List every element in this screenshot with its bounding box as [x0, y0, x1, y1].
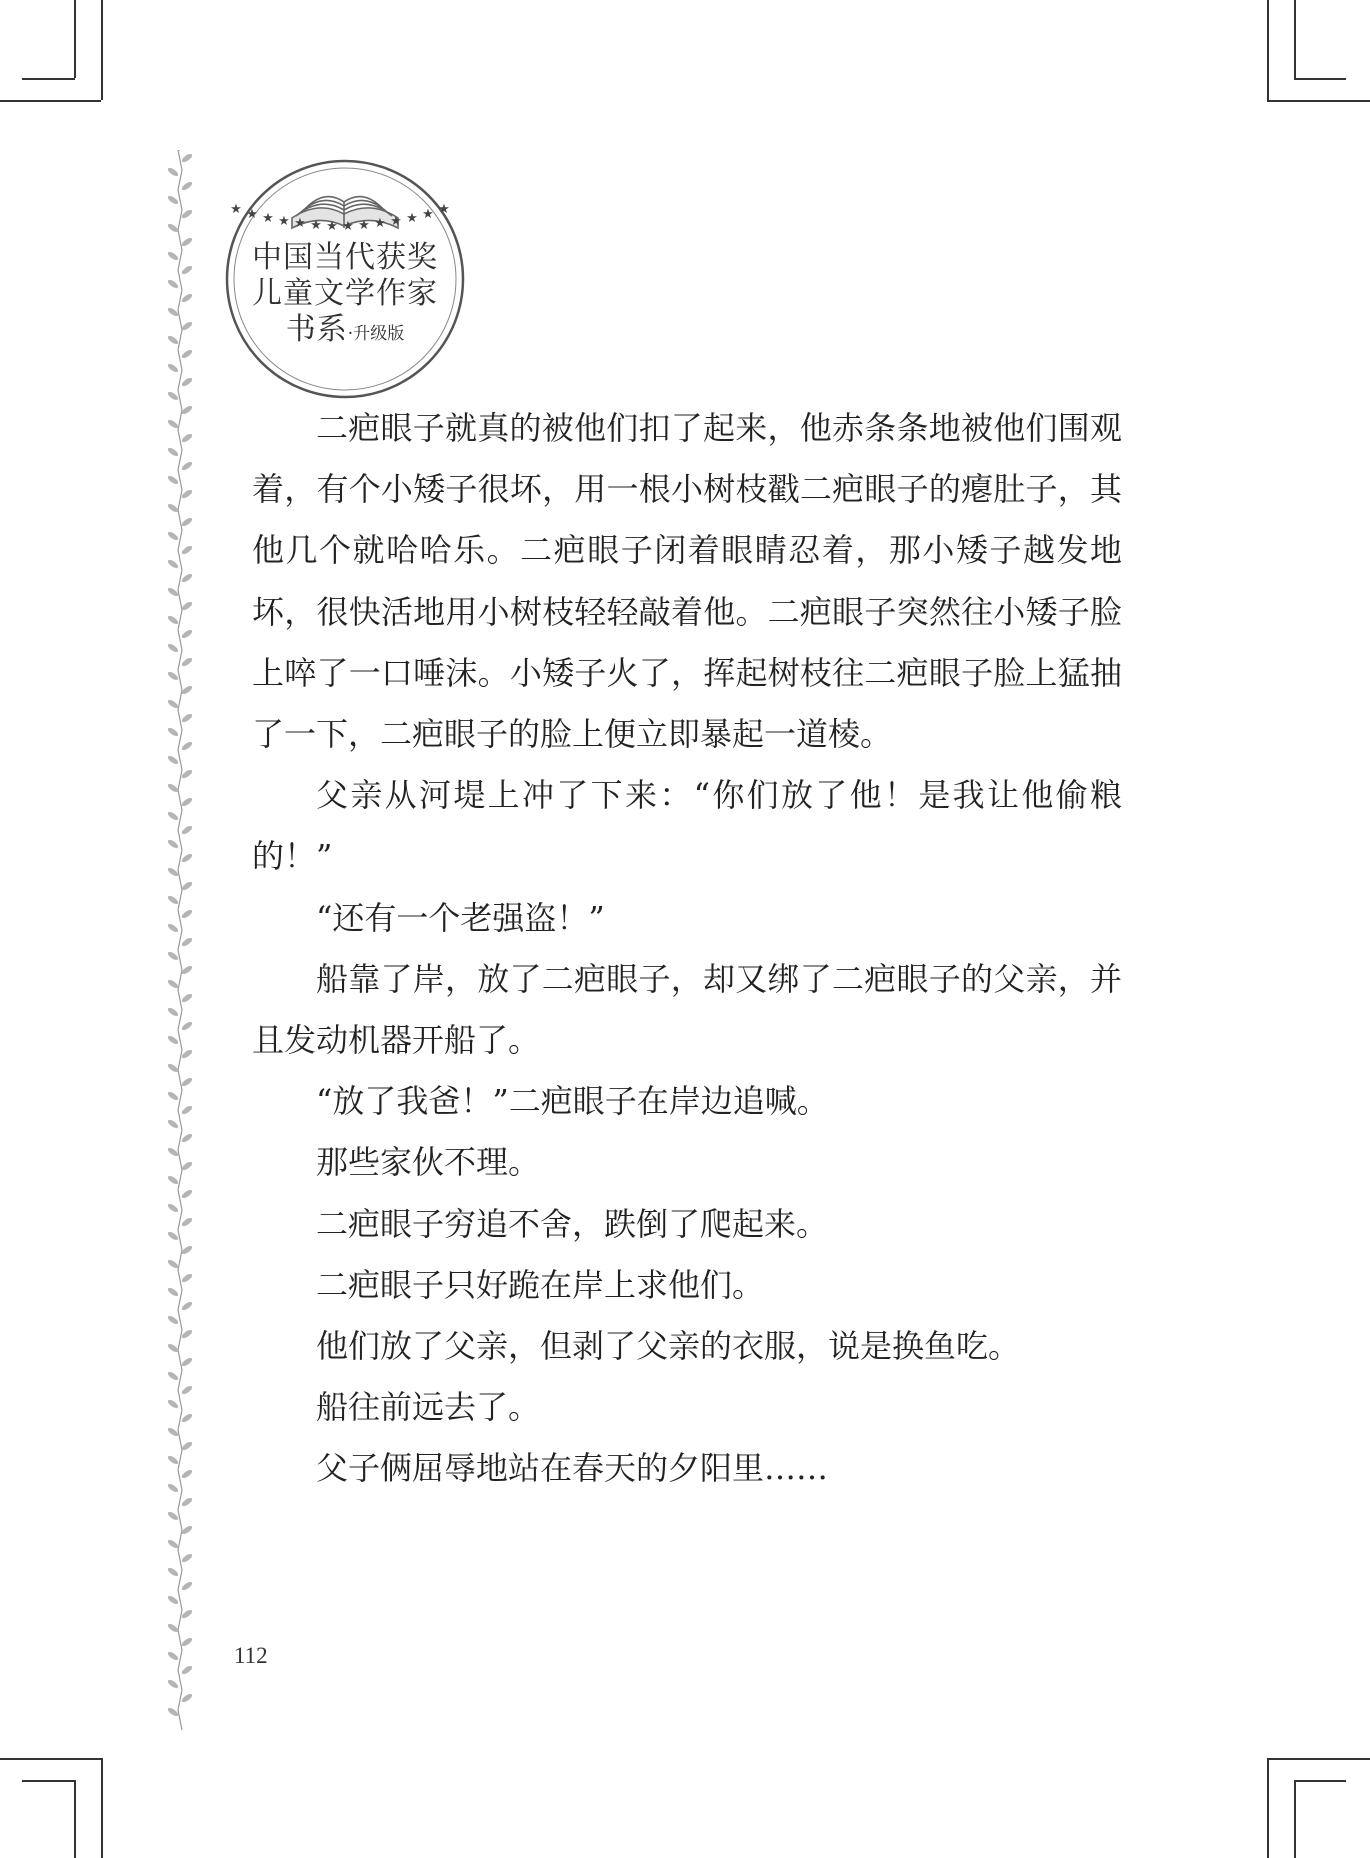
- leaf-icon: [167, 670, 180, 681]
- crop-mark-top-left-v: [101, 0, 103, 100]
- leaf-icon: [181, 544, 194, 555]
- svg-text:★: ★: [374, 216, 386, 231]
- leaf-icon: [167, 1202, 180, 1213]
- badge-title-series: 书系: [285, 312, 348, 347]
- leaf-icon: [167, 950, 180, 961]
- crop-mark-bottom-right-h2: [1294, 1780, 1346, 1782]
- crop-mark-bottom-right-v2: [1294, 1780, 1296, 1858]
- leaf-icon: [167, 1090, 180, 1101]
- leaf-icon: [167, 1034, 180, 1045]
- leaf-icon: [167, 1426, 180, 1437]
- leaf-icon: [181, 936, 194, 947]
- leaf-icon: [181, 1188, 194, 1199]
- leaf-icon: [181, 376, 194, 387]
- leaf-icon: [181, 572, 194, 583]
- leaf-icon: [167, 194, 180, 205]
- crop-mark-top-left-h2: [22, 78, 75, 80]
- leaf-icon: [181, 1300, 194, 1311]
- leaf-icon: [181, 1552, 194, 1563]
- crop-mark-top-right-v2: [1294, 0, 1296, 78]
- leaf-icon: [167, 558, 180, 569]
- leaf-icon: [181, 152, 194, 163]
- paragraph-6: 那些家伙不理。: [316, 1143, 541, 1182]
- crop-mark-top-left-v2: [74, 0, 76, 78]
- leaf-icon: [181, 1104, 194, 1115]
- svg-text:★: ★: [342, 219, 354, 234]
- crop-mark-bottom-left-v2: [74, 1780, 76, 1858]
- leaf-icon: [167, 866, 180, 877]
- paragraph-5: “放了我爸！”二疤眼子在岸边追喊。: [316, 1082, 829, 1121]
- leaf-icon: [181, 824, 194, 835]
- badge-title-line1: 中国当代获奖: [252, 240, 438, 275]
- leaf-icon: [181, 1216, 194, 1227]
- leaf-icon: [181, 292, 194, 303]
- svg-text:★: ★: [294, 216, 306, 231]
- crop-mark-bottom-left-h: [0, 1758, 101, 1760]
- svg-text:★: ★: [422, 207, 434, 222]
- leaf-icon: [167, 1314, 180, 1325]
- leaf-icon: [181, 460, 194, 471]
- leaf-icon: [167, 894, 180, 905]
- page-number: 112: [234, 1643, 268, 1668]
- leaf-icon: [167, 530, 180, 541]
- leaf-icon: [167, 698, 180, 709]
- leaf-icon: [167, 614, 180, 625]
- leaf-icon: [167, 1258, 180, 1269]
- leaf-icon: [181, 264, 194, 275]
- leaf-icon: [167, 446, 180, 457]
- leaf-icon: [167, 1622, 180, 1633]
- leaf-icon: [167, 726, 180, 737]
- leaf-icon: [167, 418, 180, 429]
- leaf-icon: [181, 656, 194, 667]
- leaf-icon: [167, 166, 180, 177]
- leaf-icon: [181, 236, 194, 247]
- body-text: [252, 398, 1122, 1500]
- leaf-icon: [167, 1538, 180, 1549]
- leaf-icon: [167, 782, 180, 793]
- badge-title-line2: 儿童文学作家: [252, 276, 438, 311]
- paragraph-4: 船靠了岸，放了二疤眼子，却又绑了二疤眼子的父亲，并且发动机器开船了。: [252, 959, 1122, 1060]
- leaf-icon: [167, 1006, 180, 1017]
- badge-title-edition: ·升级版: [347, 324, 405, 344]
- leaf-icon: [181, 712, 194, 723]
- leaf-icon: [167, 1706, 180, 1717]
- svg-text:★: ★: [230, 202, 242, 217]
- leaf-icon: [167, 922, 180, 933]
- crop-mark-bottom-left-h2: [22, 1780, 75, 1782]
- leaf-icon: [167, 390, 180, 401]
- crop-mark-bottom-right-h: [1267, 1758, 1370, 1760]
- leaf-icon: [167, 1398, 180, 1409]
- leaf-icon: [181, 1384, 194, 1395]
- svg-text:★: ★: [310, 218, 322, 233]
- paragraph-9: 他们放了父亲，但剥了父亲的衣服，说是换鱼吃。: [316, 1327, 1021, 1366]
- leaf-icon: [167, 586, 180, 597]
- leaf-icon: [167, 1454, 180, 1465]
- leaf-icon: [181, 908, 194, 919]
- leaf-icon: [167, 362, 180, 373]
- crop-mark-top-right-h2: [1294, 78, 1346, 80]
- leaf-icon: [167, 306, 180, 317]
- svg-text:★: ★: [406, 211, 418, 226]
- leaf-icon: [167, 1174, 180, 1185]
- leaf-icon: [167, 502, 180, 513]
- leaf-icon: [181, 1412, 194, 1423]
- paragraph-3: “还有一个老强盗！”: [316, 898, 605, 937]
- leaf-icon: [181, 1580, 194, 1591]
- crop-mark-bottom-left-v: [101, 1758, 103, 1858]
- leaf-icon: [167, 642, 180, 653]
- leaf-icon: [167, 1370, 180, 1381]
- crop-mark-top-left-h: [0, 100, 101, 102]
- crop-mark-top-right-v: [1267, 0, 1269, 100]
- leaf-icon: [167, 838, 180, 849]
- leaf-icon: [167, 1118, 180, 1129]
- paragraph-1: 二疤眼子就真的被他们扣了起来，他赤条条地被他们围观着，有个小矮子很坏，用一根小树枝戳二疤眼子的瘪肚子，其他几个就哈哈乐。二疤眼子闭着眼睛忍着，那小矮子越发地坏，很快活地用小树枝轻轻敲着他。二疤眼子突然往小矮子脸上啐了一口唾沫。小矮子火了，挥起树枝往二疤眼子脸上猛抽了一下，二疤眼子的脸上便立即暴起一道棱。: [252, 409, 1122, 754]
- leaf-icon: [167, 1146, 180, 1157]
- leaf-icon: [167, 810, 180, 821]
- leaf-icon: [181, 432, 194, 443]
- badge-title-line3: [222, 312, 468, 352]
- leaf-icon: [167, 1342, 180, 1353]
- svg-text:★: ★: [438, 202, 450, 217]
- leaf-icon: [181, 852, 194, 863]
- leaf-icon: [181, 348, 194, 359]
- crop-mark-top-right-h: [1267, 100, 1370, 102]
- leaf-icon: [181, 796, 194, 807]
- leaf-icon: [181, 1664, 194, 1675]
- leaf-icon: [167, 1230, 180, 1241]
- leaf-icon: [167, 278, 180, 289]
- leaf-icon: [167, 1286, 180, 1297]
- leaf-icon: [181, 1076, 194, 1087]
- leaf-icon: [181, 180, 194, 191]
- leaf-icon: [181, 1356, 194, 1367]
- svg-text:★: ★: [246, 207, 258, 222]
- svg-text:★: ★: [278, 214, 290, 229]
- svg-text:★: ★: [390, 214, 402, 229]
- leaf-icon: [167, 222, 180, 233]
- paragraph-2: 父亲从河堤上冲了下来：“你们放了他！是我让他偷粮的！”: [252, 776, 1122, 876]
- leaf-icon: [167, 334, 180, 345]
- leaf-icon: [181, 628, 194, 639]
- svg-text:★: ★: [358, 218, 370, 233]
- paragraph-7: 二疤眼子穷追不舍，跌倒了爬起来。: [316, 1204, 829, 1243]
- leaf-icon: [181, 1636, 194, 1647]
- leaf-icon: [167, 474, 180, 485]
- leaf-icon: [167, 1566, 180, 1577]
- leaf-icon: [167, 1482, 180, 1493]
- leaf-icon: [181, 1020, 194, 1031]
- leaf-icon: [181, 992, 194, 1003]
- leaf-icon: [167, 754, 180, 765]
- paragraph-11: 父子俩屈辱地站在春天的夕阳里……: [316, 1449, 829, 1488]
- leaf-icon: [181, 1468, 194, 1479]
- paragraph-8: 二疤眼子只好跪在岸上求他们。: [316, 1265, 765, 1304]
- leaf-vine-ornament: [160, 150, 200, 1730]
- leaf-icon: [181, 516, 194, 527]
- leaf-icon: [167, 1510, 180, 1521]
- svg-text:★: ★: [326, 219, 338, 234]
- leaf-icon: [167, 1678, 180, 1689]
- svg-text:★: ★: [262, 211, 274, 226]
- leaf-icon: [167, 978, 180, 989]
- leaf-icon: [167, 1594, 180, 1605]
- leaf-icon: [181, 1692, 194, 1703]
- leaf-icon: [167, 250, 180, 261]
- leaf-icon: [181, 1132, 194, 1143]
- leaf-icon: [181, 1496, 194, 1507]
- leaf-icon: [167, 1650, 180, 1661]
- paragraph-10: 船往前远去了。: [316, 1388, 541, 1427]
- leaf-icon: [181, 1272, 194, 1283]
- leaf-icon: [181, 740, 194, 751]
- leaf-icon: [167, 1062, 180, 1073]
- crop-mark-bottom-right-v: [1267, 1758, 1269, 1858]
